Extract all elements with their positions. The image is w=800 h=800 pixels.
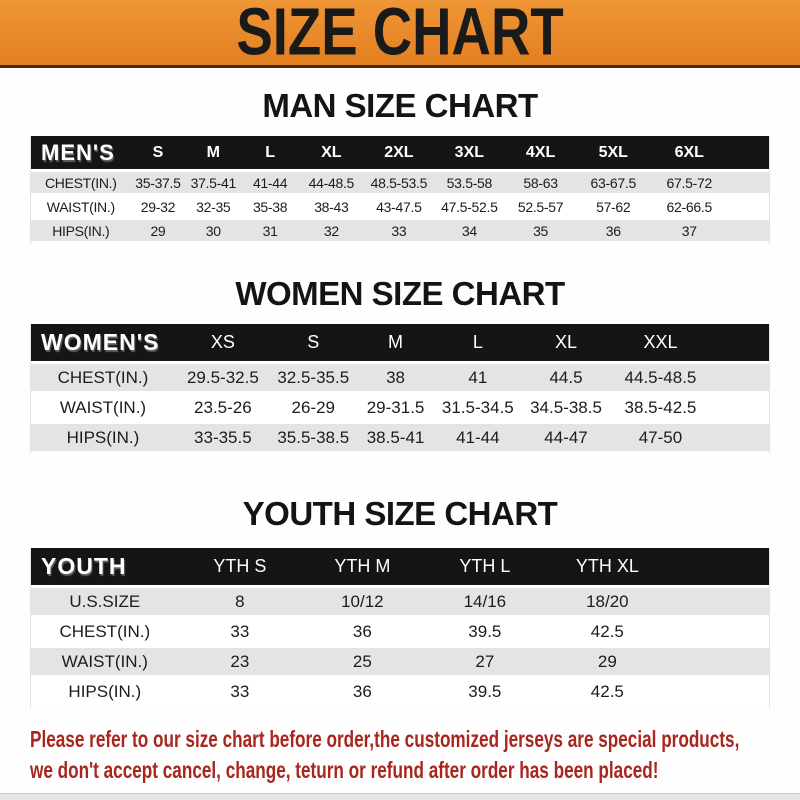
size-value-cell: 14/16: [424, 588, 547, 618]
size-value-cell: 37: [650, 220, 728, 244]
row-spacer: [669, 678, 769, 708]
size-value-cell: 10/12: [301, 588, 424, 618]
size-value-cell: 33: [179, 618, 302, 648]
size-value-cell: 62-66.5: [650, 196, 728, 220]
size-column-header: XS: [175, 324, 271, 364]
size-value-cell: 47-50: [612, 424, 709, 454]
header-spacer: [728, 136, 769, 172]
size-value-cell: 25: [301, 648, 424, 678]
size-value-cell: 39.5: [424, 678, 547, 708]
men-row-hipsin: [31, 220, 769, 244]
footer-disclaimer-line1: Please refer to our size chart before order,the customized jerseys are special products,: [30, 726, 740, 752]
size-column-header: YTH L: [424, 548, 547, 588]
women-header-row: [31, 324, 769, 364]
size-value-cell: 52.5-57: [505, 196, 577, 220]
size-column-header: YTH S: [179, 548, 302, 588]
row-spacer: [669, 588, 769, 618]
bottom-edge-strip: [0, 793, 800, 800]
size-value-cell: 48.5-53.5: [364, 172, 434, 196]
row-spacer: [669, 618, 769, 648]
size-chart-banner: [0, 0, 800, 68]
size-value-cell: 32: [299, 220, 364, 244]
women-corner-label: WOMEN'S: [31, 324, 175, 364]
header-spacer: [709, 324, 769, 364]
size-value-cell: 58-63: [505, 172, 577, 196]
men-header-row: [31, 136, 769, 172]
size-value-cell: 41-44: [435, 424, 520, 454]
size-value-cell: 63-67.5: [576, 172, 650, 196]
size-column-header: 2XL: [364, 136, 434, 172]
size-value-cell: 29: [131, 220, 186, 244]
size-value-cell: 44-48.5: [299, 172, 364, 196]
banner-title: SIZE CHART: [236, 0, 564, 68]
size-column-header: 3XL: [434, 136, 505, 172]
size-column-header: 4XL: [505, 136, 577, 172]
size-value-cell: 31: [241, 220, 299, 244]
size-column-header: M: [356, 324, 436, 364]
size-column-header: S: [271, 324, 356, 364]
youth-row-chestin: [31, 618, 769, 648]
size-value-cell: 38: [356, 364, 436, 394]
row-spacer: [709, 364, 769, 394]
youth-size-table: [30, 548, 770, 708]
size-value-cell: 30: [185, 220, 241, 244]
men-row-waistin: [31, 196, 769, 220]
size-value-cell: 38.5-42.5: [612, 394, 709, 424]
size-column-header: YTH XL: [546, 548, 669, 588]
women-size-table: [30, 324, 770, 454]
size-column-header: L: [241, 136, 299, 172]
size-value-cell: 33: [179, 678, 302, 708]
size-column-header: S: [131, 136, 186, 172]
size-value-cell: 27: [424, 648, 547, 678]
measurement-label-cell: HIPS(IN.): [31, 220, 131, 244]
size-value-cell: 47.5-52.5: [434, 196, 505, 220]
measurement-label-cell: HIPS(IN.): [31, 678, 179, 708]
footer-disclaimer-line2: we don't accept cancel, change, teturn or refund after order has been placed!: [30, 757, 659, 783]
size-value-cell: 41: [435, 364, 520, 394]
size-value-cell: 38-43: [299, 196, 364, 220]
size-value-cell: 32.5-35.5: [271, 364, 356, 394]
men-row-chestin: [31, 172, 769, 196]
youth-header-row: [31, 548, 769, 588]
size-value-cell: 41-44: [241, 172, 299, 196]
youth-row-ussize: [31, 588, 769, 618]
measurement-label-cell: HIPS(IN.): [31, 424, 175, 454]
size-value-cell: 33-35.5: [175, 424, 271, 454]
size-value-cell: 23: [179, 648, 302, 678]
size-column-header: XXL: [612, 324, 709, 364]
youth-corner-label: YOUTH: [31, 548, 179, 588]
size-value-cell: 32-35: [185, 196, 241, 220]
size-value-cell: 26-29: [271, 394, 356, 424]
size-value-cell: 23.5-26: [175, 394, 271, 424]
size-value-cell: 35-37.5: [131, 172, 186, 196]
footer-disclaimer: [30, 724, 800, 786]
row-spacer: [728, 196, 769, 220]
row-spacer: [728, 220, 769, 244]
size-value-cell: 37.5-41: [185, 172, 241, 196]
measurement-label-cell: CHEST(IN.): [31, 172, 131, 196]
size-value-cell: 29.5-32.5: [175, 364, 271, 394]
size-value-cell: 34.5-38.5: [520, 394, 612, 424]
size-value-cell: 29-31.5: [356, 394, 436, 424]
size-value-cell: 18/20: [546, 588, 669, 618]
size-value-cell: 33: [364, 220, 434, 244]
size-value-cell: 44-47: [520, 424, 612, 454]
women-row-hipsin: [31, 424, 769, 454]
size-column-header: M: [185, 136, 241, 172]
women-row-waistin: [31, 394, 769, 424]
measurement-label-cell: CHEST(IN.): [31, 364, 175, 394]
measurement-label-cell: CHEST(IN.): [31, 618, 179, 648]
row-spacer: [669, 648, 769, 678]
size-value-cell: 42.5: [546, 618, 669, 648]
size-value-cell: 35.5-38.5: [271, 424, 356, 454]
size-value-cell: 44.5: [520, 364, 612, 394]
header-spacer: [669, 548, 769, 588]
section-heading-women: WOMEN SIZE CHART: [235, 275, 565, 312]
size-value-cell: 29: [546, 648, 669, 678]
size-value-cell: 42.5: [546, 678, 669, 708]
size-column-header: 6XL: [650, 136, 728, 172]
measurement-label-cell: WAIST(IN.): [31, 648, 179, 678]
row-spacer: [728, 172, 769, 196]
size-column-header: YTH M: [301, 548, 424, 588]
measurement-label-cell: WAIST(IN.): [31, 196, 131, 220]
size-value-cell: 38.5-41: [356, 424, 436, 454]
measurement-label-cell: U.S.SIZE: [31, 588, 179, 618]
size-value-cell: 57-62: [576, 196, 650, 220]
youth-row-waistin: [31, 648, 769, 678]
section-heading-youth: YOUTH SIZE CHART: [242, 495, 558, 532]
size-value-cell: 35: [505, 220, 577, 244]
row-spacer: [709, 394, 769, 424]
size-value-cell: 29-32: [131, 196, 186, 220]
size-value-cell: 44.5-48.5: [612, 364, 709, 394]
size-value-cell: 36: [576, 220, 650, 244]
size-value-cell: 36: [301, 678, 424, 708]
men-size-table: [30, 136, 770, 244]
size-value-cell: 8: [179, 588, 302, 618]
size-value-cell: 36: [301, 618, 424, 648]
section-heading-men: MAN SIZE CHART: [262, 87, 538, 124]
measurement-label-cell: WAIST(IN.): [31, 394, 175, 424]
size-value-cell: 31.5-34.5: [435, 394, 520, 424]
size-column-header: XL: [299, 136, 364, 172]
size-column-header: L: [435, 324, 520, 364]
size-value-cell: 39.5: [424, 618, 547, 648]
size-value-cell: 53.5-58: [434, 172, 505, 196]
row-spacer: [709, 424, 769, 454]
size-value-cell: 67.5-72: [650, 172, 728, 196]
size-column-header: 5XL: [576, 136, 650, 172]
size-value-cell: 34: [434, 220, 505, 244]
women-row-chestin: [31, 364, 769, 394]
youth-row-hipsin: [31, 678, 769, 708]
size-value-cell: 43-47.5: [364, 196, 434, 220]
size-value-cell: 35-38: [241, 196, 299, 220]
size-column-header: XL: [520, 324, 612, 364]
men-corner-label: MEN'S: [31, 136, 131, 172]
